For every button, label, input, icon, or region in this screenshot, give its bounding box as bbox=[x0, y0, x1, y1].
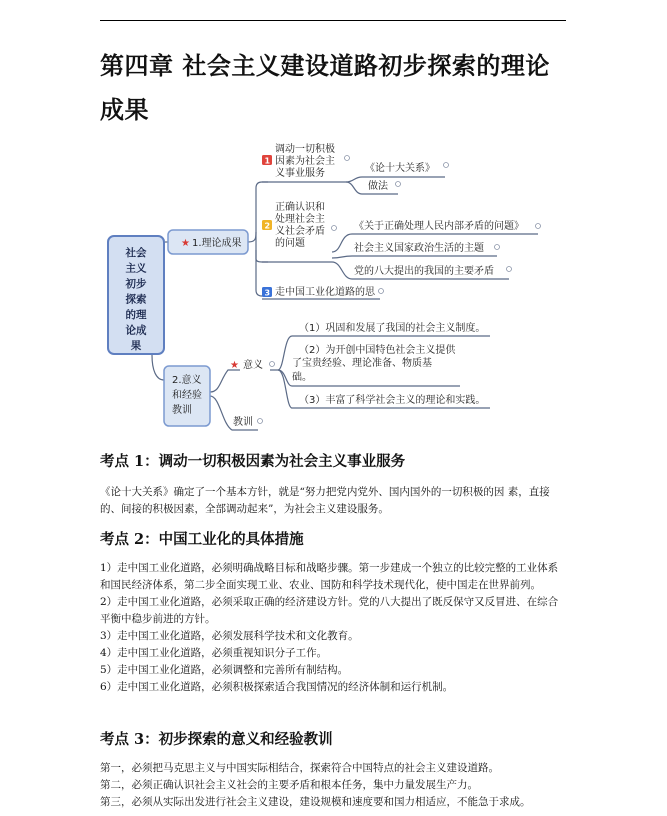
svg-text:《论十大关系》: 《论十大关系》 bbox=[365, 163, 435, 174]
svg-text:处理社会主: 处理社会主 bbox=[275, 214, 325, 225]
theory-item-1-child-1[interactable] bbox=[365, 161, 449, 174]
root-label-line: 的理 bbox=[125, 309, 147, 321]
svg-text:因素为社会主: 因素为社会主 bbox=[275, 156, 335, 167]
chapter-title: 第四章 社会主义建设道路初步探索的理论成果 bbox=[100, 52, 550, 124]
svg-text:调动一切积极: 调动一切积极 bbox=[275, 144, 335, 155]
root-label-line: 果 bbox=[130, 340, 142, 352]
expand-icon[interactable] bbox=[379, 289, 384, 294]
root-label-line: 论成 bbox=[125, 324, 147, 337]
kp3-body bbox=[100, 760, 568, 811]
expand-icon[interactable] bbox=[345, 156, 350, 161]
root-label-line: 探索 bbox=[125, 293, 147, 306]
kp3-paragraph: 第一，必须把马克思主义与中国实际相结合，探索符合中国特点的社会主义建设道路。 bbox=[100, 762, 499, 774]
svg-text:3: 3 bbox=[264, 288, 271, 298]
kp3-paragraph: 第三，必须从实际出发进行社会主义建设，建设规模和速度要和国力相适应，不能急于求成。 bbox=[100, 796, 531, 808]
theory-item-2-child-3[interactable] bbox=[354, 264, 512, 277]
kp2-heading: 考点 2：中国工业化的具体措施 bbox=[100, 531, 304, 548]
theory-item-2-child-2[interactable] bbox=[354, 241, 500, 254]
expand-icon[interactable] bbox=[507, 267, 512, 272]
theory-item-1-child-2[interactable] bbox=[368, 179, 401, 192]
svg-text:走中国工业化道路的思: 走中国工业化道路的思 bbox=[275, 287, 375, 298]
root-label-line: 初步 bbox=[125, 278, 147, 290]
root-label-line: 主义 bbox=[125, 262, 147, 275]
expand-icon[interactable] bbox=[536, 224, 541, 229]
kp1-body bbox=[100, 484, 568, 518]
svg-text:（3）丰富了科学社会主义的理论和实践。: （3）丰富了科学社会主义的理论和实践。 bbox=[299, 395, 486, 406]
svg-text:1: 1 bbox=[264, 156, 271, 166]
expand-icon[interactable] bbox=[444, 163, 449, 168]
branch-significance-lessons[interactable] bbox=[164, 366, 210, 426]
svg-text:2: 2 bbox=[264, 221, 271, 231]
svg-text:和经验: 和经验 bbox=[172, 390, 202, 401]
svg-text:了宝贵经验、理论准备、物质基: 了宝贵经验、理论准备、物质基 bbox=[292, 358, 432, 369]
expand-icon[interactable] bbox=[270, 362, 275, 367]
branch-theory-results[interactable] bbox=[168, 230, 248, 254]
svg-text:做法: 做法 bbox=[368, 181, 388, 192]
svg-text:《关于正确处理人民内部矛盾的问题》: 《关于正确处理人民内部矛盾的问题》 bbox=[354, 221, 524, 232]
expand-icon[interactable] bbox=[258, 419, 263, 424]
svg-text:教训: 教训 bbox=[233, 417, 253, 428]
kp2-paragraph: 3）走中国工业化道路，必须发展科学技术和文化教育。 bbox=[100, 630, 359, 642]
theory-item-1[interactable] bbox=[262, 142, 350, 179]
svg-text:2.意义: 2.意义 bbox=[172, 375, 202, 386]
kp3-paragraph: 第二，必须正确认识社会主义社会的主要矛盾和根本任务，集中力量发展生产力。 bbox=[100, 779, 478, 791]
kp3-heading: 考点 3：初步探索的意义和经验教训 bbox=[100, 731, 333, 748]
star-icon: ★ bbox=[181, 238, 190, 249]
meaning-item-3 bbox=[299, 393, 485, 406]
kp2-paragraph: 2）走中国工业化道路，必须采取正确的经济建设方针。党的八大提出了既反保守又反冒进、在综合平衡中稳步前进的方针。 bbox=[100, 596, 559, 625]
kp2-paragraph: 1）走中国工业化道路，必须明确战略目标和战略步骤。第一步建成一个独立的比较完整的工业体系和国民经济体系，第二步全面实现工业、农业、国防和科学技术现代化，使中国走在世界前列。 bbox=[100, 562, 559, 591]
theory-item-2[interactable] bbox=[262, 200, 337, 249]
theory-item-3[interactable] bbox=[262, 285, 384, 298]
root-label-line: 社会 bbox=[125, 247, 147, 259]
svg-text:义社会矛盾: 义社会矛盾 bbox=[275, 226, 325, 237]
root-node bbox=[108, 236, 164, 354]
kp2-paragraph: 5）走中国工业化道路，必须调整和完善所有制结构。 bbox=[100, 664, 349, 676]
svg-text:正确认识和: 正确认识和 bbox=[275, 202, 325, 213]
svg-text:（2）为开创中国特色社会主义提供: （2）为开创中国特色社会主义提供 bbox=[299, 345, 456, 356]
kp2-paragraph: 4）走中国工业化道路，必须重视知识分子工作。 bbox=[100, 647, 328, 659]
svg-text:础。: 础。 bbox=[292, 372, 312, 383]
star-icon: ★ bbox=[230, 360, 239, 371]
expand-icon[interactable] bbox=[396, 182, 401, 187]
expand-icon[interactable] bbox=[495, 245, 500, 250]
svg-text:的问题: 的问题 bbox=[275, 238, 305, 249]
svg-text:义事业服务: 义事业服务 bbox=[275, 168, 325, 179]
meaning-node[interactable] bbox=[230, 359, 275, 371]
svg-text:社会主义国家政治生活的主题: 社会主义国家政治生活的主题 bbox=[354, 243, 484, 254]
svg-text:意义: 意义 bbox=[243, 360, 263, 371]
svg-text:教训: 教训 bbox=[172, 405, 192, 416]
kp1-heading: 考点 1：调动一切积极因素为社会主义事业服务 bbox=[100, 453, 406, 470]
meaning-item-1 bbox=[299, 321, 485, 334]
lesson-node[interactable] bbox=[233, 415, 263, 428]
kp2-paragraph: 6）走中国工业化道路，必须积极探索适合我国情况的经济体制和运行机制。 bbox=[100, 681, 454, 693]
svg-text:（1）巩固和发展了我国的社会主义制度。: （1）巩固和发展了我国的社会主义制度。 bbox=[299, 323, 486, 334]
kp2-body bbox=[100, 560, 568, 696]
meaning-item-2 bbox=[292, 343, 456, 383]
branch-theory-label: 1.理论成果 bbox=[192, 238, 242, 249]
svg-text:党的八大提出的我国的主要矛盾: 党的八大提出的我国的主要矛盾 bbox=[354, 266, 494, 277]
theory-item-2-child-1[interactable] bbox=[354, 219, 541, 232]
expand-icon[interactable] bbox=[332, 226, 337, 231]
kp1-paragraph: 《论十大关系》确定了一个基本方针，就是“努力把党内党外、国内国外的一切积极的因 素，直接的、间接的积极因素，全部调动起来”，为社会主义建设服务。 bbox=[100, 486, 550, 515]
